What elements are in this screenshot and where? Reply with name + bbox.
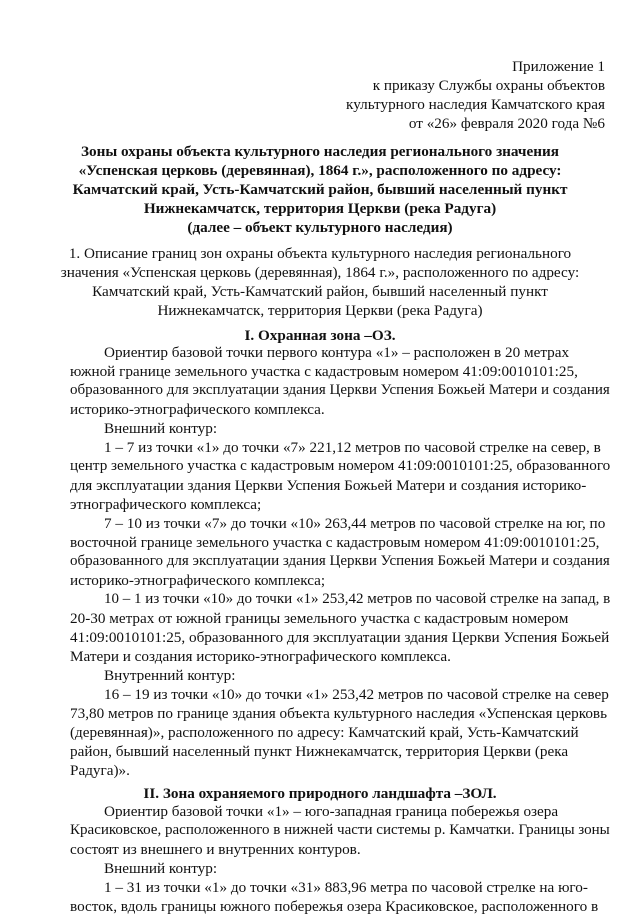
paragraph-line: Матери и создания историко-этнографического комплекса. [70,648,451,665]
paragraph-line: южной границе земельного участка с кадастровым номером 41:09:0010101:25, [70,363,578,380]
paragraph-line: образованного для эксплуатации здания Церкви Успения Божьей Матери и создания [70,382,610,398]
title-line: (далее – объект культурного наследия) [187,219,453,236]
paragraph-line: (деревянная)», расположенного по адресу: Камчатский край, Усть-Камчатский [70,724,579,741]
title-line: «Успенская церковь (деревянная), 1864 г.», расположенного по адресу: [78,162,562,179]
paragraph-line: историко-этнографического комплекса; [70,572,326,589]
paragraph-line: Радуга)». [70,762,130,779]
paragraph-line: Ориентир базовой точки «1» – юго-западная граница побережья озера [104,803,559,820]
paragraph-line: 7 – 10 из точки «7» до точки «10» 263,44 метров по часовой стрелке на юг, по [104,515,606,532]
paragraph-line: восточной границе земельного участка с кадастровым номером 41:09:0010101:25, [70,534,600,551]
paragraph-line: состоят из внешнего и внутренних контуров. [70,841,361,858]
title-line: Нижнекамчатск, территория Церкви (река Радуга) [143,200,497,217]
appendix-line: к приказу Службы охраны объектов [372,77,605,94]
paragraph-line: этнографического комплекса; [70,496,262,513]
appendix-line: культурного наследия Камчатского края [346,96,605,113]
paragraph-line: восток, вдоль границы южного побережья озера Красиковское, расположенного в [70,898,599,915]
paragraph-line: 73,80 метров по границе здания объекта культурного наследия «Успенская церковь [70,705,608,722]
paragraph-line: 16 – 19 из точки «10» до точки «1» 253,42 метров по часовой стрелке на север [104,686,609,703]
title-line: Камчатский край, Усть-Камчатский район, бывший населенный пункт [72,181,568,198]
paragraph-line: район, бывший населенный пункт Нижнекамчатск, территория Церкви (река [70,743,569,760]
paragraph-line: 1 – 31 из точки «1» до точки «31» 883,96 метра по часовой стрелке на юго- [104,879,588,896]
paragraph-line: для эксплуатации здания Церкви Успения Божьей Матери и создания историко- [70,477,587,494]
paragraph-line: образованного для эксплуатации здания Церкви Успения Божьей Матери и создания [70,553,610,569]
title-line: Зоны охраны объекта культурного наследия регионального значения [81,143,559,160]
appendix-line: Приложение 1 [512,58,605,75]
intro-line: Нижнекамчатск, территория Церкви (река Радуга) [157,302,483,319]
appendix-line: от «26» февраля 2020 года №6 [408,115,605,132]
paragraph-line: Внутренний контур: [104,667,236,684]
paragraph-line: Ориентир базовой точки первого контура «1» – расположен в 20 метрах [104,344,570,361]
paragraph-line: 20-30 метрах от южной границы земельного участка с кадастровым номером [70,610,569,627]
paragraph-line: 10 – 1 из точки «10» до точки «1» 253,42 метров по часовой стрелке на запад, в [104,591,611,607]
paragraph-line: центр земельного участка с кадастровым номером 41:09:0010101:25, образованного [70,458,611,474]
paragraph-line: Красиковское, расположенного в нижней части системы р. Камчатки. Границы зоны [70,822,610,838]
paragraph-line: 1 – 7 из точки «1» до точки «7» 221,12 метров по часовой стрелке на север, в [104,439,601,456]
heading-protection-zone: I. Охранная зона –ОЗ. [244,327,396,344]
heading-landscape-zone: II. Зона охраняемого природного ландшафта –ЗОЛ. [143,785,497,802]
intro-line: значения «Успенская церковь (деревянная), 1864 г.», расположенного по адресу: [60,264,580,281]
appendix-block [305,57,605,133]
paragraph-line: Внешний контур: [104,860,218,877]
paragraph-line: Внешний контур: [104,420,218,437]
intro-line: Камчатский край, Усть-Камчатский район, бывший населенный пункт [92,283,548,300]
intro-line: 1. Описание границ зон охраны объекта культурного наследия регионального [68,245,572,262]
paragraph-line: 41:09:0010101:25, образованного для эксплуатации здания Церкви Успения Божьей [70,629,610,646]
paragraph-line: историко-этнографического комплекса. [70,401,325,418]
